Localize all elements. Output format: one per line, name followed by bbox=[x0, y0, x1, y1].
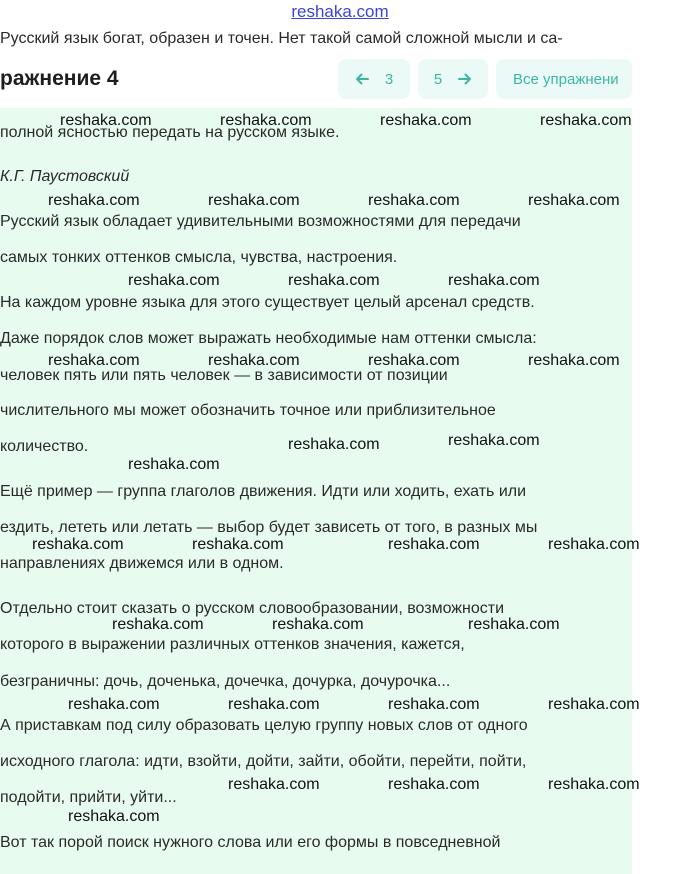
arrow-right-icon bbox=[458, 73, 472, 85]
watermark: reshaka.com bbox=[208, 192, 300, 209]
watermark: reshaka.com bbox=[368, 192, 460, 209]
arrow-left-icon bbox=[355, 73, 369, 85]
watermark: reshaka.com bbox=[448, 272, 540, 289]
text-line: исходного глагола: идти, взойти, дойти, зайти, обойти, перейти, пойти, bbox=[0, 753, 527, 770]
site-logo[interactable]: reshaka.com bbox=[291, 2, 389, 21]
intro-text-line: Русский язык богат, образен и точен. Нет такой самой сложной мысли и са- bbox=[0, 30, 563, 47]
watermark: reshaka.com bbox=[528, 352, 620, 369]
watermark: reshaka.com bbox=[208, 352, 300, 369]
prev-exercise-button[interactable] bbox=[338, 59, 410, 99]
text-line: числительного мы может обозначить точное или приблизительное bbox=[0, 402, 496, 419]
text-line: Отдельно стоит сказать о русском словообразовании, возможности bbox=[0, 600, 505, 617]
prev-exercise-label: 3 bbox=[384, 70, 394, 88]
watermark: reshaka.com bbox=[380, 112, 472, 129]
watermark: reshaka.com bbox=[548, 536, 640, 553]
watermark: reshaka.com bbox=[448, 432, 540, 449]
exercise-title: ражнение 4 bbox=[0, 67, 119, 90]
watermark: reshaka.com bbox=[540, 112, 632, 129]
watermark: reshaka.com bbox=[368, 352, 460, 369]
watermark: reshaka.com bbox=[548, 696, 640, 713]
text-line: Вот так порой поиск нужного слова или его формы в повседневной bbox=[0, 834, 501, 851]
text-line: безграничны: дочь, доченька, дочечка, дочурка, дочурочка... bbox=[0, 673, 451, 690]
text-line: самых тонких оттенков смысла, чувства, настроения. bbox=[0, 249, 398, 266]
text-line: полной ясностью передать на русском языке. bbox=[0, 124, 340, 141]
next-exercise-label: 5 bbox=[433, 70, 443, 88]
text-line: Русский язык обладает удивительными возможностями для передачи bbox=[0, 213, 521, 230]
watermark: reshaka.com bbox=[220, 112, 312, 129]
watermark: reshaka.com bbox=[68, 696, 160, 713]
watermark: reshaka.com bbox=[548, 776, 640, 793]
text-line: Даже порядок слов может выражать необходимые нам оттенки смысла: bbox=[0, 330, 537, 347]
text-line: направлениях движемся или в одном. bbox=[0, 555, 284, 572]
watermark: reshaka.com bbox=[48, 192, 140, 209]
text-line: количество. bbox=[0, 438, 89, 455]
watermark: reshaka.com bbox=[288, 436, 380, 453]
watermark: reshaka.com bbox=[128, 456, 220, 473]
watermark: reshaka.com bbox=[112, 616, 204, 633]
exercise-toolbar bbox=[0, 52, 640, 108]
watermark: reshaka.com bbox=[68, 808, 160, 825]
watermark: reshaka.com bbox=[388, 776, 480, 793]
watermark: reshaka.com bbox=[228, 696, 320, 713]
text-line: человек пять или пять человек — в зависимости от позиции bbox=[0, 367, 448, 384]
watermark: reshaka.com bbox=[128, 272, 220, 289]
text-line: На каждом уровне языка для этого существует целый арсенал средств. bbox=[0, 294, 535, 311]
author-line: К.Г. Паустовский bbox=[0, 168, 130, 185]
text-line: ездить, лететь или летать — выбор будет зависеть от того, в разных мы bbox=[0, 519, 538, 536]
watermark: reshaka.com bbox=[228, 776, 320, 793]
watermark: reshaka.com bbox=[272, 616, 364, 633]
text-line: подойти, прийти, уйти... bbox=[0, 789, 177, 806]
text-line: А приставкам под силу образовать целую группу новых слов от одного bbox=[0, 717, 528, 734]
watermark: reshaka.com bbox=[32, 536, 124, 553]
watermark: reshaka.com bbox=[468, 616, 560, 633]
watermark: reshaka.com bbox=[60, 112, 152, 129]
watermark: reshaka.com bbox=[388, 536, 480, 553]
watermark: reshaka.com bbox=[48, 352, 140, 369]
watermark: reshaka.com bbox=[288, 272, 380, 289]
text-line: Ещё пример — группа глаголов движения. Идти или ходить, ехать или bbox=[0, 483, 527, 500]
watermark: reshaka.com bbox=[388, 696, 480, 713]
all-exercises-button[interactable]: Все упражнени bbox=[496, 59, 632, 99]
next-exercise-button[interactable] bbox=[418, 59, 488, 99]
watermark: reshaka.com bbox=[528, 192, 620, 209]
watermark: reshaka.com bbox=[192, 536, 284, 553]
text-line: которого в выражении различных оттенков значения, кажется, bbox=[0, 636, 465, 653]
